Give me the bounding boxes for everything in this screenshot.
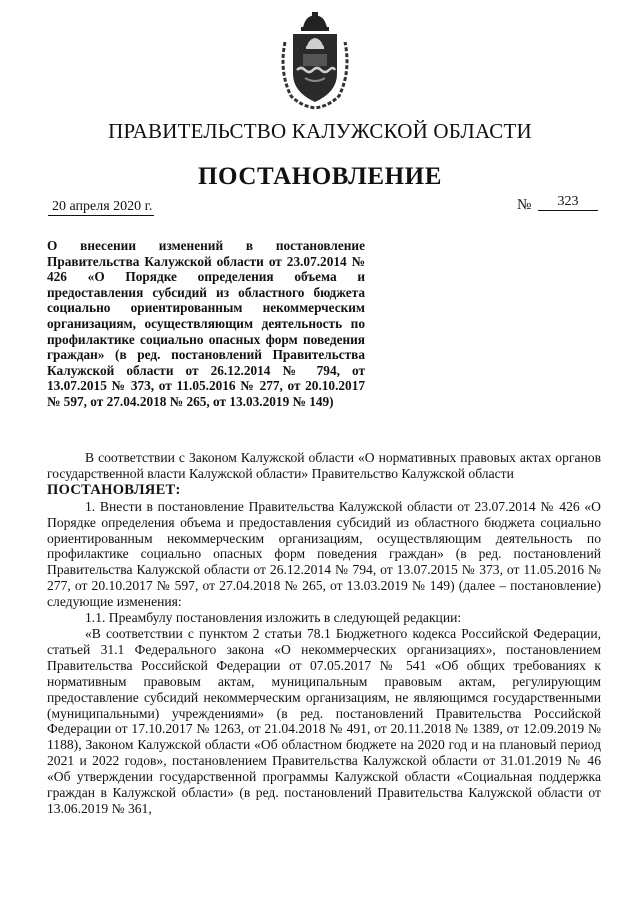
paragraph-1: 1. Внести в постановление Правительства Калужской области от 23.07.2014 № 426 «О Порядке определения объема и предоставления субсидий из областного бюджета социально ориентированным некоммерческим организациям, осуществляющим деятельность по профилактике социально опасных форм поведения граждан» (в ред. постановлений Правительства Калужской области от 26.12.2014 № 794, от 13.07.2015 № 373, от 11.05.2016 № 277, от 20.10.2017 № 597, от 27.04.2018 № 265, от 13.03.2019 № 149) (далее – постановление) следующие изменения: xyxy=(47,498,601,610)
kaluga-coat-of-arms-icon xyxy=(279,12,351,110)
org-title: ПРАВИТЕЛЬСТВО КАЛУЖСКОЙ ОБЛАСТИ xyxy=(108,119,532,143)
decree-word: ПОСТАНОВЛЯЕТ: xyxy=(47,481,181,498)
preamble-paragraph: В соответствии с Законом Калужской области «О нормативных правовых актах органов государственной власти Калужской области» Правительство Калужской области xyxy=(47,450,601,481)
document-body xyxy=(47,450,601,817)
doc-type-title: ПОСТАНОВЛЕНИЕ xyxy=(197,163,443,190)
paragraph-1-1: 1.1. Преамбулу постановления изложить в следующей редакции: xyxy=(85,610,462,626)
paragraph-quote: «В соответствии с пунктом 2 статьи 78.1 Бюджетного кодекса Российской Федерации, статьей 31.1 Федерального закона «О некоммерческих организациях», постановлением Правительства Российской Федерации от 07.05.2017 № 541 «Об общих требованиях к нормативным правовым актам, муниципальным правовым актам, регулирующим предоставление субсидий некоммерческим организациям, не являющимся государственными (муниципальными) учреждениями» (в ред. постановлений Правительства Российской Федерации от 17.10.2017 № 1263, от 21.04.2018 № 491, от 20.11.2018 № 1389, от 12.09.2019 № 1188), Законом Калужской области «Об областном бюджете на 2020 год и на плановый период 2021 и 2022 годов», постановлением Правительства Калужской области от 31.01.2019 № 46 «Об утверждении государственной программы Калужской области «Социальная поддержка граждан в Калужской области» (в ред. постановлений Правительства Калужской области от 13.06.2019 № 361, xyxy=(47,625,601,816)
document-subject: О внесении изменений в постановление Правительства Калужской области от 23.07.2014 № 426 «О Порядке определения объема и предоставления субсидий из областного бюджета социально ориентированным некоммерческим организациям, осуществляющим деятельность по профилактике социально опасных форм поведения граждан» (в ред. постановлений Правительства Калужской области от 26.12.2014 № 794, от 13.07.2015 № 373, от 11.05.2016 № 277, от 20.10.2017 № 597, от 27.04.2018 № 265, от 13.03.2019 № 149) xyxy=(47,238,365,409)
document-date: 20 апреля 2020 г. xyxy=(48,198,154,216)
number-label: № xyxy=(517,197,532,213)
document-number: 323 xyxy=(538,193,598,211)
